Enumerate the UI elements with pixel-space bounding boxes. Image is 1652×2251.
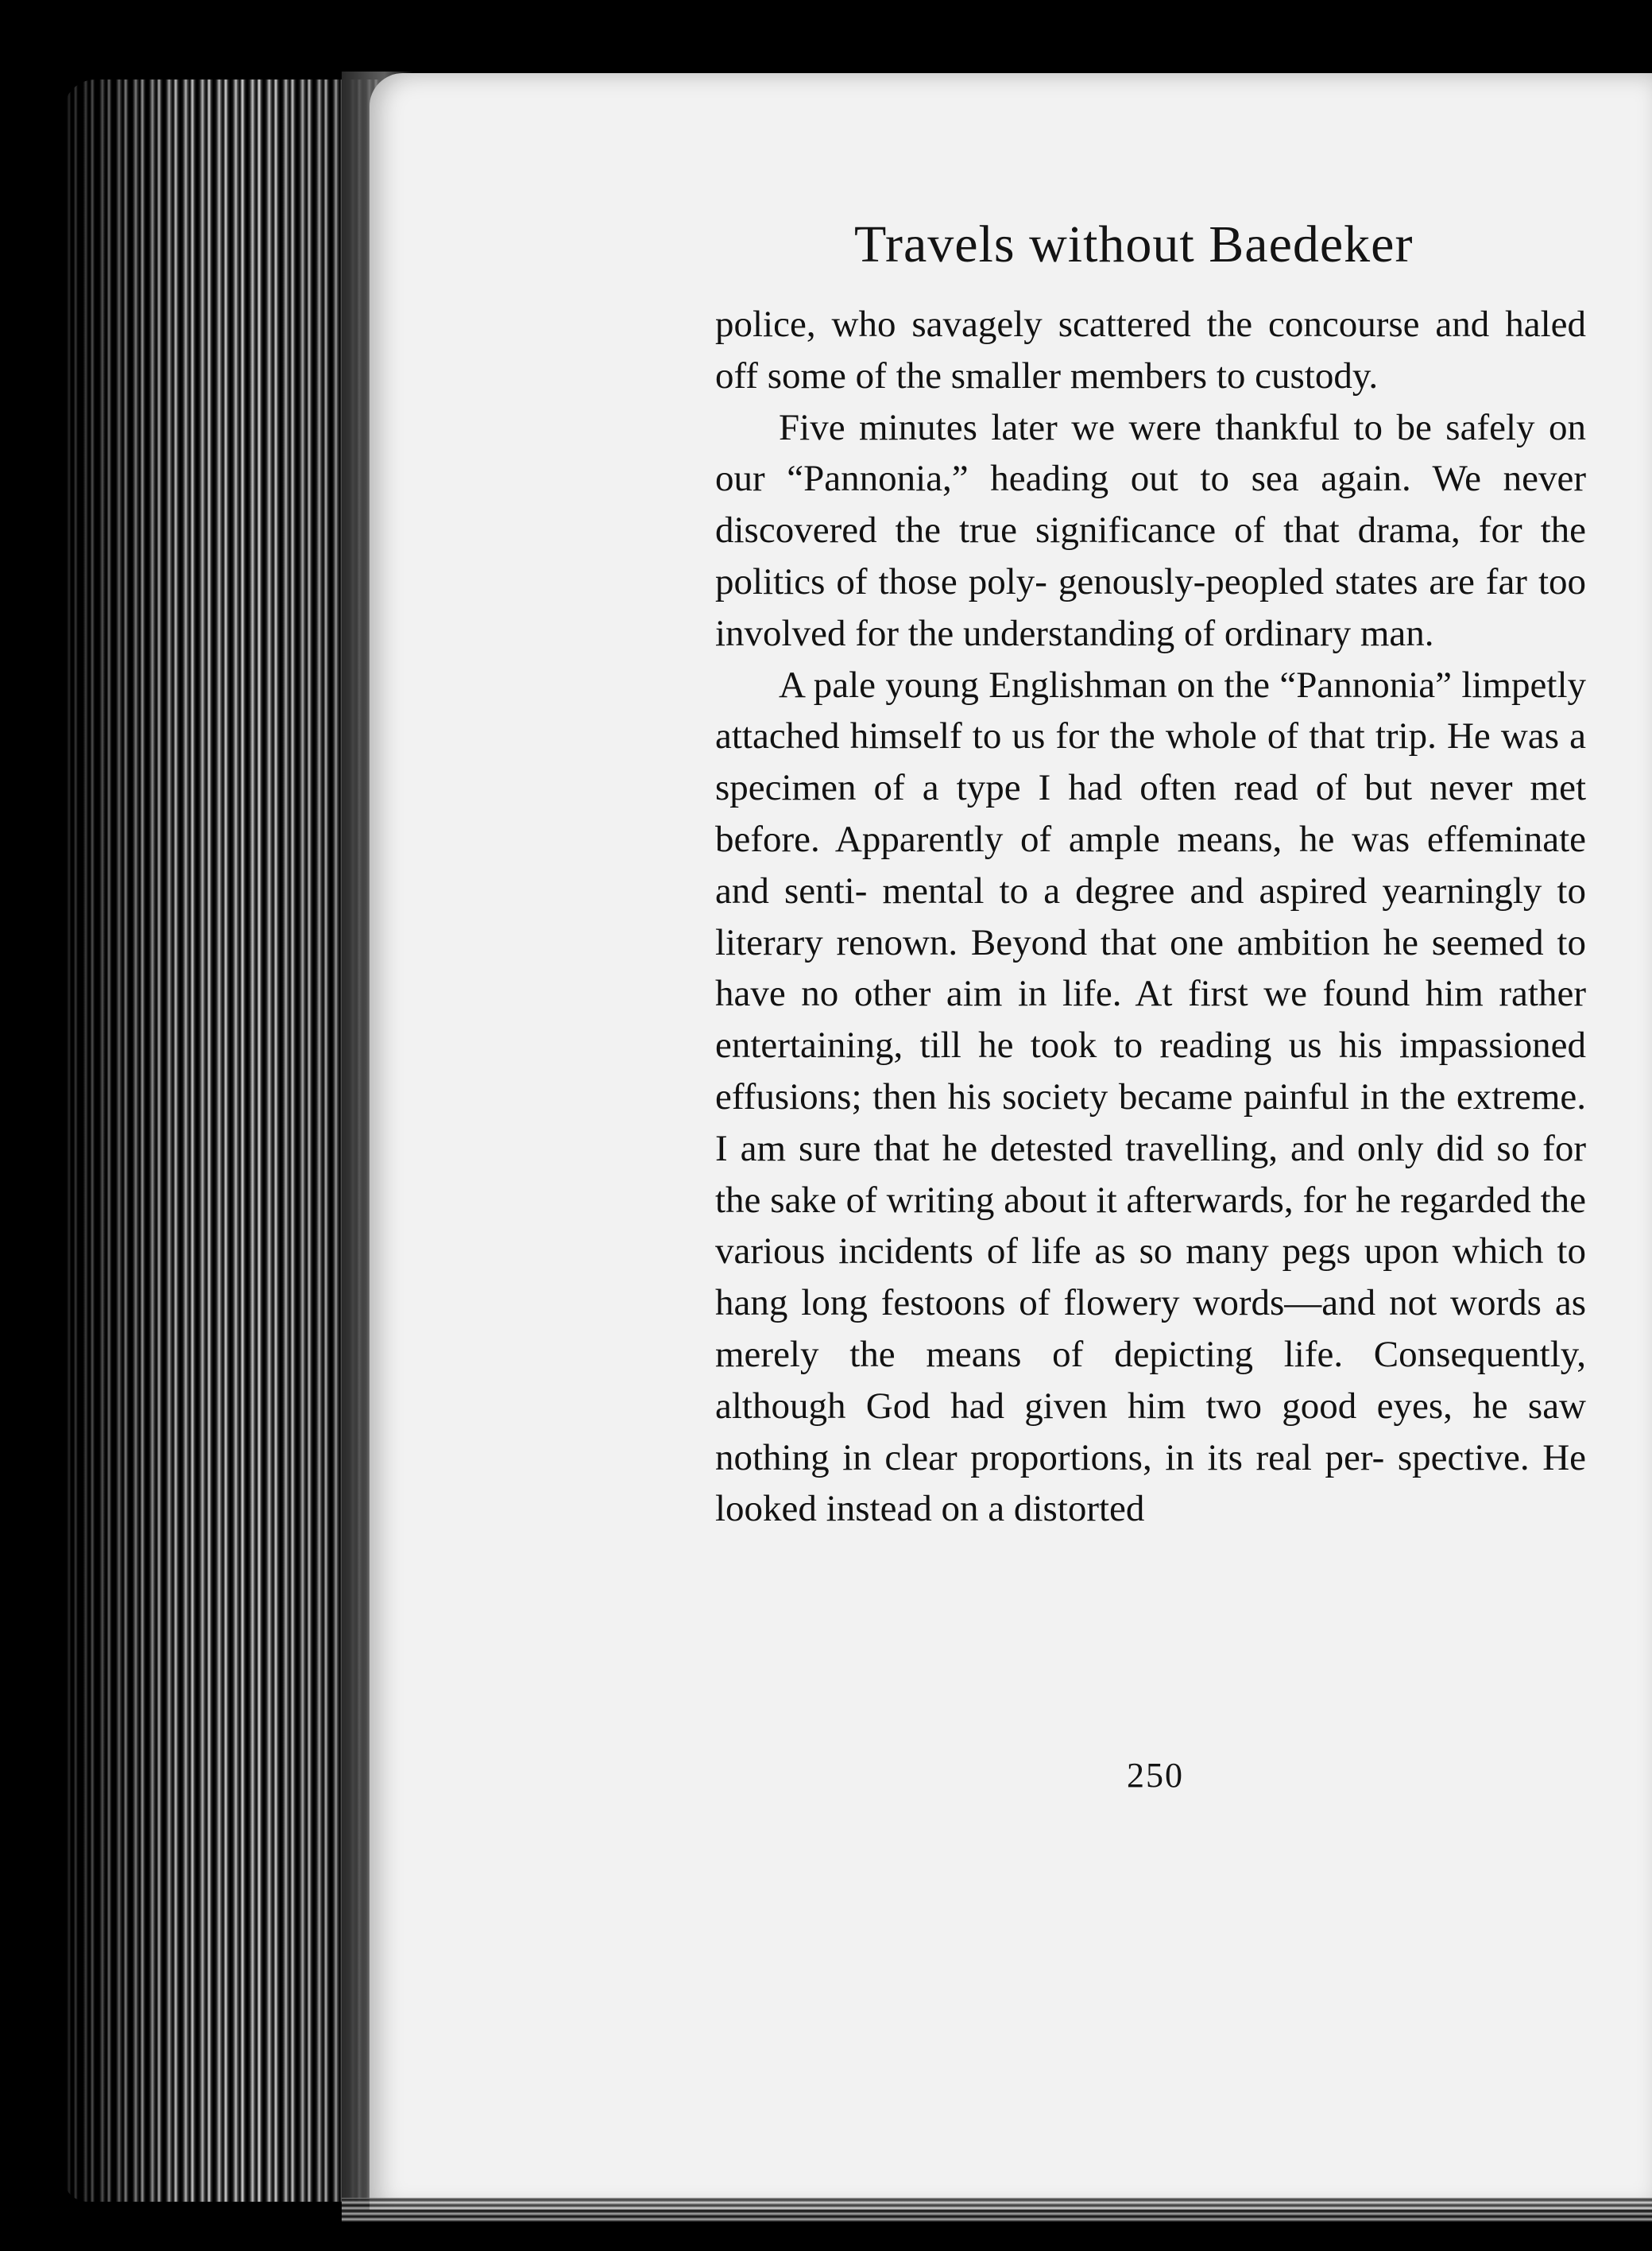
- paragraph: Five minutes later we were thankful to be safely on our “Pannonia,” heading out to sea again. We never discovered the true significance of that drama, for the politics of those poly- genously-peopled states are far too involved for the understanding of ordinary man.: [715, 406, 1586, 654]
- book-bottom-edge: [342, 2198, 1652, 2222]
- book-page-edges: [64, 79, 389, 2202]
- paragraph-continued: police, who savagely scattered the concourse and haled off some of the smaller members to custody.: [715, 304, 1586, 397]
- paragraph: A pale young Englishman on the “Pannonia” limpetly attached himself to us for the whole of that trip. He was a specimen of a type I had often read of but never met before. Apparently of ample means, he was effeminate and senti- mental to a degree and aspired yearningly to literary renown. Beyond that one ambition he seemed to have no other aim in life. At first we found him rather entertaining, till he took to reading us his impassioned effusions; then his society became painful in the extreme. I am sure that he detested travelling, and only did so for the sake of writing about it afterwards, for he regarded the various incidents of life as so many pegs upon which to hang long festoons of flowery words—and not words as merely the means of depicting life. Consequently, although God had given him two good eyes, he saw nothing in clear proportions, in its real per- spective. He looked instead on a distorted: [715, 664, 1586, 1530]
- running-head: Travels without Baedeker: [854, 215, 1414, 273]
- page-number: 250: [1127, 1756, 1184, 1795]
- body-text: [715, 299, 1586, 1535]
